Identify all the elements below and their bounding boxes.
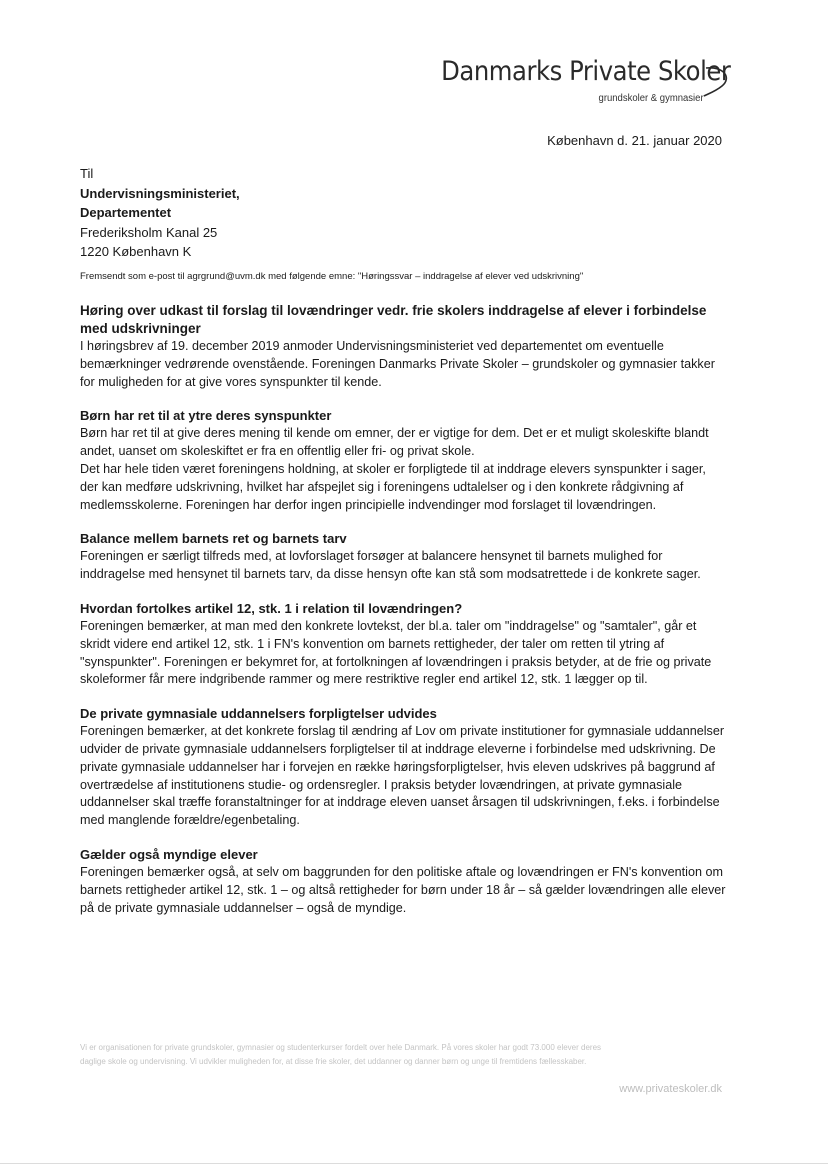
section-paragraph: Foreningen bemærker, at det konkrete forslag til ændring af Lov om private institutioner for gymnasiale uddannelser udvider de private gymnasiale uddannelsers forpligtelser til at inddrage eleverne i forbindelse med udskrivning. De private gymnasiale uddannelser har i forvejen en række høringsforpligtelser, hvis eleven udskrives på baggrund af overtrædelse af institutionens studie- og ordensregler. I praksis betyder lovændringen, at private gymnasiale uddannelser skal træffe foranstaltninger for at inddrage eleven uanset årsagen til udskrivningen, f.eks. i forbindelse med manglende forældre/egenbetaling. xyxy=(80,724,725,828)
recipient-to: Til xyxy=(80,166,94,181)
logo-swoosh-icon xyxy=(702,64,734,100)
organization-logo xyxy=(420,56,730,112)
section-heading: Hvordan fortolkes artikel 12, stk. 1 i relation til lovændringen? xyxy=(80,600,463,616)
recipient-department: Departementet xyxy=(80,205,172,220)
section-heading: Gælder også myndige elever xyxy=(80,846,258,862)
section-balance xyxy=(80,530,726,584)
logo-tagline: grundskoler & gymnasier xyxy=(598,93,704,104)
section-heading: Børn har ret til at ytre deres synspunkter xyxy=(80,408,332,424)
logo-name: Danmarks Private Skoler xyxy=(440,56,730,87)
section-heading: De private gymnasiale uddannelsers forpligtelser udvides xyxy=(80,706,437,722)
website-link[interactable]: www.privateskoler.dk xyxy=(619,1083,722,1095)
recipient-city: 1220 København K xyxy=(80,244,192,259)
footer-description xyxy=(80,1041,726,1069)
recipient-address xyxy=(80,164,240,262)
section-adult-students xyxy=(80,846,726,917)
page-bottom-divider xyxy=(0,1163,828,1164)
section-paragraph: Det har hele tiden været foreningens holdning, at skoler er forpligtede til at inddrage elevers synspunkter i sager, der kan medføre udskrivning, hvilket har afspejlet sig i foreningens udtalelser og i den konkrete rådgivning af medlemsskolerne. Foreningen har derfor ingen principielle indvendinger mod forslaget til lovændringen. xyxy=(80,461,706,512)
section-paragraph: Børn har ret til at give deres mening til kende om emner, der er vigtige for dem. Det er et muligt skoleskifte blandt andet, uanset om skoleskiftet er fra en offentlig eller fri- og privat skole. xyxy=(80,426,709,459)
letter-date: København d. 21. januar 2020 xyxy=(547,133,722,148)
sent-note: Fremsendt som e-post til agrgrund@uvm.dk med følgende emne: "Høringssvar – inddragelse af elever ved udskrivning" xyxy=(80,271,584,282)
section-paragraph: Foreningen bemærker også, at selv om baggrunden for den politiske aftale og lovændringen er FN's konvention om barnets rettigheder artikel 12, stk. 1 – og altså rettigheder for børn under 18 år – så gælder lovændringen alle elever på de private gymnasiale uddannelser – også de myndige. xyxy=(80,864,726,915)
letter-title: Høring over udkast til forslag til lovændringer vedr. frie skolers inddragelse af elever i forbindelse med udskrivninger xyxy=(80,303,707,336)
letter-body xyxy=(80,302,726,917)
footer-line: Vi er organisationen for private grundskoler, gymnasier og studenterkurser fordelt over hele Danmark. På vores skoler har godt 73.000 elever deres xyxy=(80,1043,602,1052)
section-heading: Balance mellem barnets ret og barnets tarv xyxy=(80,531,347,547)
section-paragraph: Foreningen bemærker, at man med den konkrete lovtekst, der bl.a. taler om "inddragelse" og "samtaler", går et skridt videre end artikel 12, stk. 1 i FN's konvention om barnets rettigheder, der taler om retten til ytring af "synspunkter". Foreningen er bekymret for, at fortolkningen af lovændringen i praksis betyder, at de frie og private skoleformer får mere indgribende rammer og mere restriktive regler end artikel 12, stk. 1 lægger op til. xyxy=(80,618,712,687)
section-article-12 xyxy=(80,600,726,689)
footer-line: daglige skole og undervisning. Vi udvikler muligheden for, at disse frie skoler, det uddanner og danner børn og unge til fremtidens fællesskaber. xyxy=(80,1057,587,1066)
recipient-street: Frederiksholm Kanal 25 xyxy=(80,224,218,240)
section-children-rights xyxy=(80,407,726,514)
section-gymnasium-obligations xyxy=(80,705,726,830)
section-paragraph: Foreningen er særligt tilfreds med, at lovforslaget forsøger at balancere hensynet til barnets mulighed for inddragelse med hensynet til barnets tarv, da disse hensyn ofte kan stå som modsatrettede i de konkrete sager. xyxy=(80,549,701,582)
recipient-org: Undervisningsministeriet, xyxy=(80,185,240,201)
intro-paragraph: I høringsbrev af 19. december 2019 anmoder Undervisningsministeriet ved departementet om eventuelle bemærkninger vedrørende ovenstående. Foreningen Danmarks Private Skoler – grundskoler og gymnasier takker for muligheden for at give vores synspunkter til kende. xyxy=(80,339,715,389)
